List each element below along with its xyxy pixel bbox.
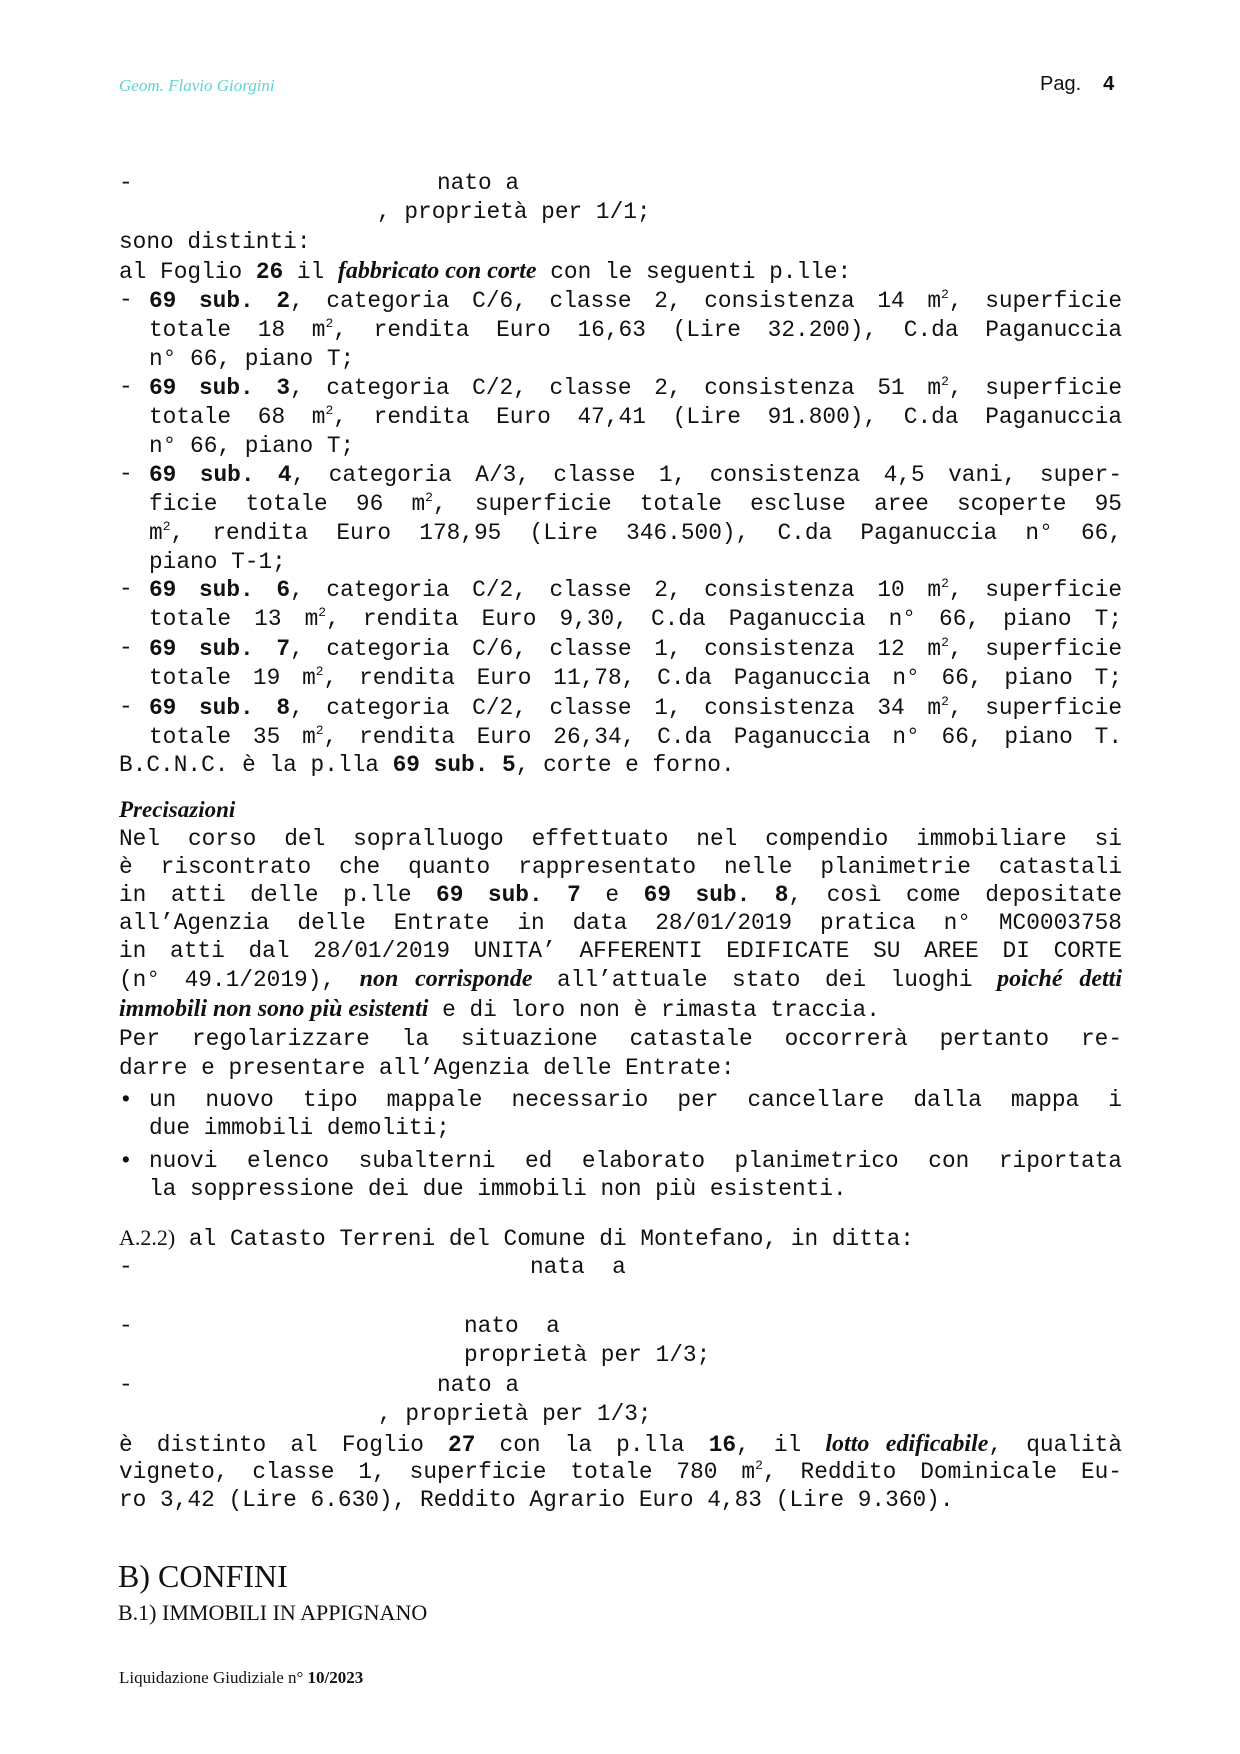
owner-property: , proprietà per 1/3;: [378, 1401, 652, 1427]
page-number: 4: [1103, 73, 1115, 95]
bullet-text: la soppressione dei due immobili non più esistenti.: [149, 1176, 847, 1202]
paragraph-line: è distinto al Foglio 27 con la p.lla 16, il lotto edificabile, qualità: [119, 1431, 1122, 1458]
bullet-text: nuovi elenco subalterni ed elaborato planimetrico con riportata: [149, 1148, 1122, 1174]
owner-born: nato a: [464, 1313, 560, 1339]
owner-dash: -: [119, 1254, 133, 1280]
precisazioni-title: Precisazioni: [119, 797, 236, 822]
bullet-icon: •: [119, 1087, 133, 1113]
paragraph-line: è riscontrato che quanto rappresentato nelle planimetrie catastali: [119, 854, 1122, 880]
paragraph-line: immobili non sono più esistenti e di loro non è rimasta traccia.: [119, 996, 880, 1023]
owner-born: nata a: [530, 1254, 626, 1280]
owner-dash: -: [119, 170, 133, 196]
page-label: Pag.: [1040, 73, 1082, 95]
paragraph-line: Per regolarizzare la situazione catastale occorrerà pertanto re-: [119, 1026, 1122, 1052]
paragraph-line: in atti delle p.lle 69 sub. 7 e 69 sub. 8, così come depositate: [119, 882, 1123, 908]
owner-property: proprietà per 1/3;: [464, 1342, 711, 1368]
section-subtitle: B.1) IMMOBILI IN APPIGNANO: [118, 1600, 428, 1625]
owner-dash: -: [119, 1372, 133, 1398]
list-item: - 69 sub. 2, categoria C/6, classe 2, consistenza 14 $m^2$, superficie totale 18 $m^2$, rendita Euro 16,63 (Lire 32.200), C.da Paganuccia n° 66, piano T;: [119, 287, 1123, 372]
owner-born: nato a: [437, 170, 520, 196]
bcnc-line: B.C.N.C. è la p.lla 69 sub. 5, corte e forno.: [119, 752, 735, 778]
intro-line: sono distinti:: [119, 229, 311, 255]
list-item: - 69 sub. 8, categoria C/2, classe 1, consistenza 34 $m^2$, superficie totale 35 $m^2$, rendita Euro 26,34, C.da Paganuccia n° 66, piano T.: [119, 694, 1123, 750]
list-item: - 69 sub. 3, categoria C/2, classe 2, consistenza 51 $m^2$, superficie totale 68 $m^2$, rendita Euro 47,41 (Lire 91.800), C.da Paganuccia n° 66, piano T;: [119, 374, 1123, 459]
bullet-icon: •: [119, 1148, 133, 1174]
bullet-text: due immobili demoliti;: [149, 1115, 450, 1141]
paragraph-line: in atti dal 28/01/2019 UNITA’ AFFERENTI EDIFICATE SU AREE DI CORTE: [119, 938, 1122, 964]
owner-born: nato a: [437, 1372, 520, 1398]
list-item: - 69 sub. 4, categoria A/3, classe 1, consistenza 4,5 vani, super- ficie totale 96 $m^2$, superficie totale escluse aree scoperte 95 $m^2$, rendita Euro 178,95 (Lire 346.500), C.da Paganuccia n° 66, piano T-1;: [119, 461, 1123, 575]
paragraph-line: all’Agenzia delle Entrate in data 28/01/2019 pratica n° MC0003758: [119, 910, 1122, 936]
owner-property: , proprietà per 1/1;: [377, 199, 651, 225]
list-item: - 69 sub. 6, categoria C/2, classe 2, consistenza 10 $m^2$, superficie totale 13 $m^2$, rendita Euro 9,30, C.da Paganuccia n° 66, piano T;: [119, 576, 1123, 632]
paragraph-line: ro 3,42 (Lire 6.630), Reddito Agrario Euro 4,83 (Lire 9.360).: [119, 1487, 954, 1513]
paragraph-line: darre e presentare all’Agenzia delle Entrate:: [119, 1055, 735, 1081]
owner-dash: -: [119, 1313, 133, 1339]
footer-label: Liquidazione Giudiziale n° 10/2023: [119, 1668, 364, 1687]
paragraph-line: vigneto, classe 1, superficie totale 780 $m^2$, Reddito Dominicale Eu-: [119, 1458, 1122, 1485]
paragraph-line: (n° 49.1/2019), non corrisponde all’attuale stato dei luoghi poiché detti: [119, 966, 1122, 993]
terreni-heading: A.2.2) al Catasto Terreni del Comune di Montefano, in ditta:: [119, 1225, 914, 1252]
page-number-header: [1040, 73, 1114, 96]
paragraph-line: Nel corso del sopralluogo effettuato nel compendio immobiliare si: [119, 826, 1122, 852]
list-item: - 69 sub. 7, categoria C/6, classe 1, consistenza 12 $m^2$, superficie totale 19 $m^2$, rendita Euro 11,78, C.da Paganuccia n° 66, piano T;: [119, 635, 1123, 691]
foglio-line: al Foglio 26 il fabbricato con corte con le seguenti p.lle:: [119, 258, 852, 285]
section-title: B) CONFINI: [118, 1558, 288, 1594]
author-header: Geom. Flavio Giorgini: [119, 76, 275, 95]
bullet-text: un nuovo tipo mappale necessario per cancellare dalla mappa i: [149, 1087, 1122, 1113]
